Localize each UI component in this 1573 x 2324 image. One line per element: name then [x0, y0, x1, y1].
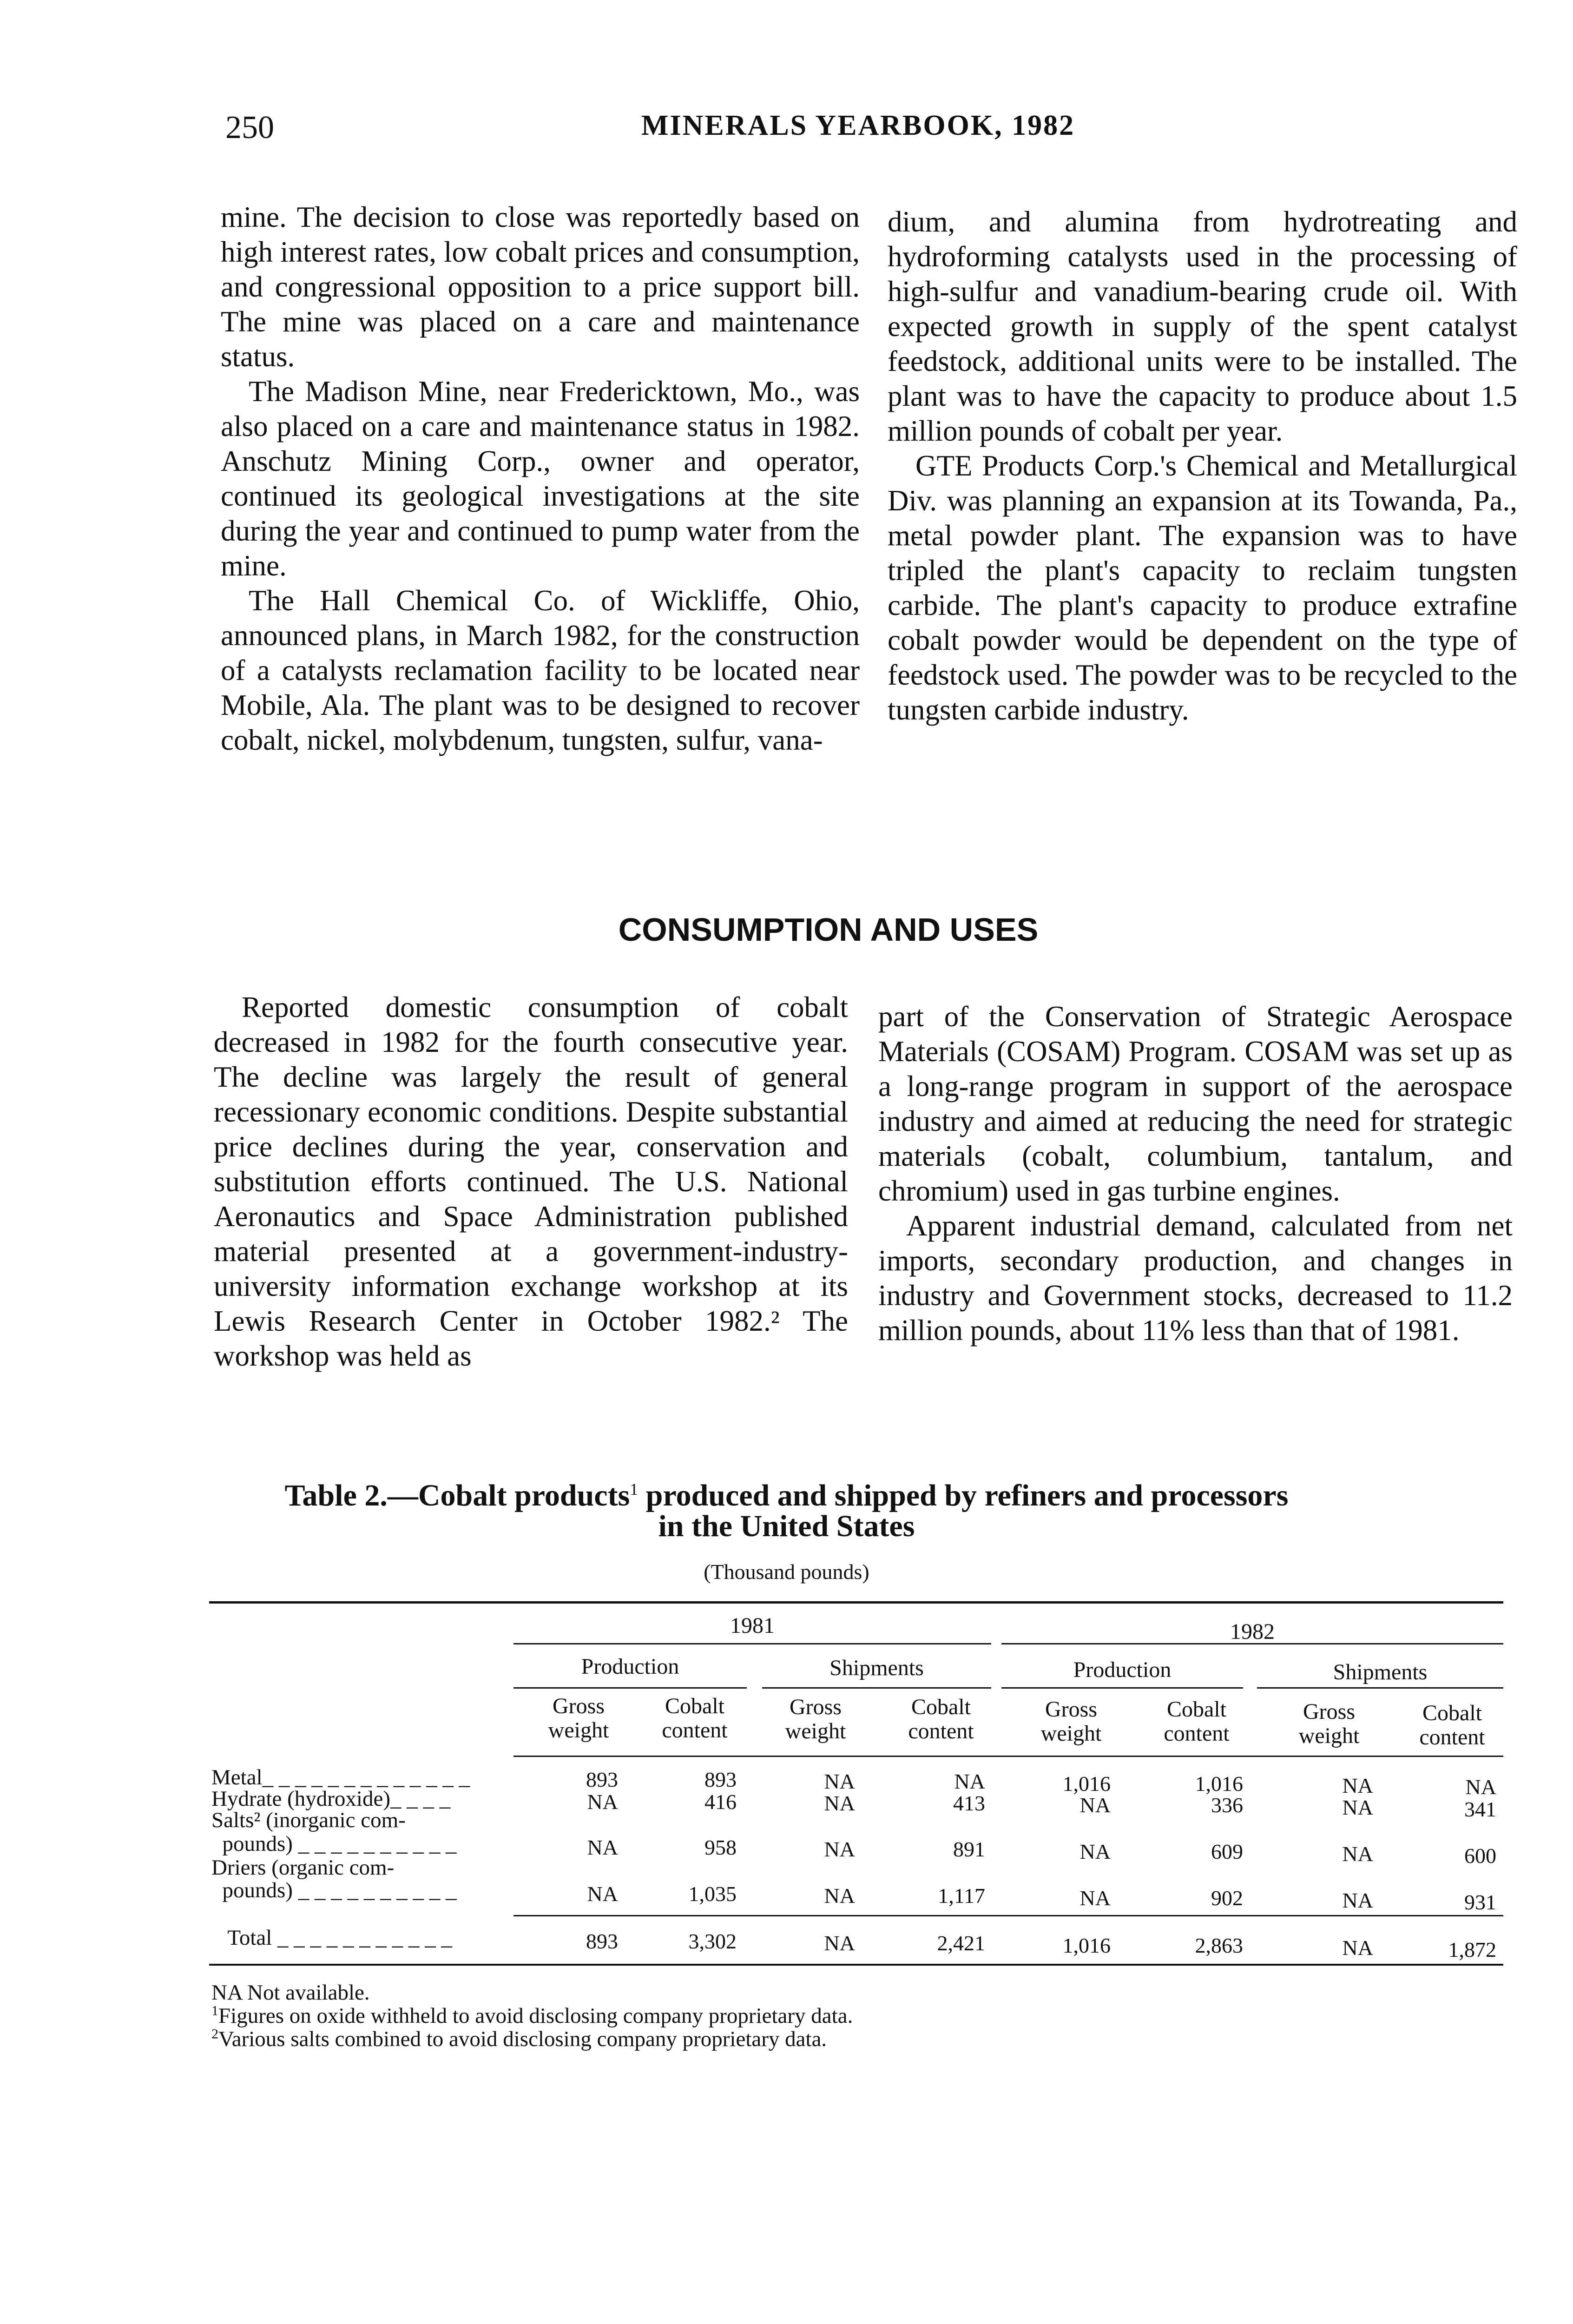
- footnote: $^2$Various salts combined to avoid disclosing company proprietary data.: [211, 2026, 827, 2051]
- table-cell: 416: [704, 1790, 737, 1814]
- text-column-1: [221, 200, 860, 758]
- table-cell: 600: [1464, 1844, 1496, 1868]
- table-cell: 1,117: [938, 1884, 985, 1908]
- year-1981-rule: [513, 1643, 991, 1644]
- group-heading: Production: [1073, 1657, 1172, 1682]
- table-cell: 1,035: [688, 1882, 737, 1906]
- table-cell: NA: [1465, 1775, 1496, 1799]
- paragraph: dium, and alumina from hydrotreating and hydroforming catalysts used in the processing of high-sulfur and vanadium-bearing crude oil. With expected growth in supply of the spent catalyst feedstock, additional units were to be installed. The plant was to have the capacity to produce about 1.5 million pounds of cobalt per year.: [888, 205, 1517, 447]
- table-cell: NA: [954, 1769, 985, 1793]
- row-label-total: Total _ _ _ _ _ _ _ _ _ _ _: [211, 1926, 453, 1950]
- row-label-salts: Salts² (inorganic com-: [211, 1808, 406, 1832]
- header-bottom-rule: [513, 1756, 1503, 1757]
- row-label-salts-cont: pounds) _ _ _ _ _ _ _ _ _ _: [211, 1832, 457, 1856]
- column-heading: Gross weight: [1040, 1697, 1102, 1746]
- column-heading: Cobalt content: [908, 1695, 974, 1743]
- table-cell: 1,016: [1195, 1772, 1243, 1796]
- table-cell: 891: [953, 1837, 985, 1861]
- table-cell-total: 3,302: [688, 1929, 737, 1953]
- page-number: 250: [225, 110, 274, 145]
- table-cell: NA: [824, 1769, 855, 1793]
- column-heading: Gross weight: [785, 1695, 846, 1743]
- text-column-3: [214, 990, 848, 1373]
- group-rule: [513, 1687, 747, 1689]
- table-cell: NA: [1342, 1842, 1373, 1866]
- group-heading: Shipments: [1333, 1660, 1428, 1684]
- table-cell: NA: [824, 1791, 855, 1815]
- table-cell: NA: [587, 1835, 618, 1859]
- table-cell: 893: [586, 1768, 618, 1791]
- group-rule: [1257, 1687, 1503, 1689]
- year-heading: 1981: [730, 1613, 775, 1638]
- row-label-driers-cont: pounds) _ _ _ _ _ _ _ _ _ _: [211, 1878, 457, 1902]
- table-cell: 893: [704, 1768, 737, 1791]
- table-cell-total: 1,872: [1448, 1938, 1496, 1961]
- group-heading: Shipments: [829, 1656, 924, 1680]
- table-cell: 336: [1211, 1793, 1243, 1817]
- section-heading: CONSUMPTION AND USES: [618, 911, 1039, 948]
- table-units: (Thousand pounds): [704, 1560, 869, 1584]
- year-heading: 1982: [1230, 1619, 1275, 1644]
- column-heading: Gross weight: [548, 1694, 609, 1743]
- paragraph: Reported domestic consumption of cobalt decreased in 1982 for the fourth consecutive year. The decline was largely the result of general recessionary economic conditions. Despite substantial price declines during the year, conservation and substitution efforts continued. The U.S. National Aeronautics and Space Administration published material presented at a government-industry-university information exchange workshop at its Lewis Research Center in October 1982.² The workshop was held as: [214, 991, 848, 1372]
- table-cell: NA: [824, 1837, 855, 1861]
- total-rule: [513, 1915, 1503, 1916]
- column-heading: Gross weight: [1298, 1699, 1360, 1748]
- table-title-part2: produced and shipped by refiners and processors: [638, 1479, 1289, 1512]
- table-top-rule: [209, 1601, 1503, 1604]
- group-heading: Production: [581, 1654, 679, 1679]
- table-cell: 341: [1464, 1797, 1496, 1821]
- paragraph: Apparent industrial demand, calculated from net imports, secondary production, and changes in industry and Government stocks, decreased to 11.2 million pounds, about 11% less than that of 1981.: [878, 1209, 1513, 1347]
- group-rule: [762, 1687, 991, 1689]
- paragraph: part of the Conservation of Strategic Aerospace Materials (COSAM) Program. COSAM was set up as a long-range program in support of the aerospace industry and aimed at reducing the need for strategic materials (cobalt, columbium, tantalum, and chromium) used in gas turbine engines.: [878, 1000, 1513, 1207]
- column-heading: Cobalt content: [662, 1694, 728, 1743]
- table-cell-total: 1,016: [1062, 1934, 1111, 1957]
- running-head: MINERALS YEARBOOK, 1982: [641, 110, 1075, 141]
- table-cell-total: NA: [824, 1931, 855, 1955]
- row-label-metal: Metal_ _ _ _ _ _ _ _ _ _ _ _ _: [211, 1765, 470, 1789]
- table-cell: 902: [1211, 1886, 1243, 1910]
- row-label-hydrate: Hydrate (hydroxide)_ _ _ _: [211, 1787, 451, 1811]
- table-cell: NA: [1079, 1840, 1111, 1863]
- table-cell: NA: [587, 1790, 618, 1814]
- group-rule: [1001, 1687, 1243, 1689]
- paragraph: mine. The decision to close was reportedly based on high interest rates, low cobalt prices and consumption, and congressional opposition to a price support bill. The mine was placed on a care and maintenance status.: [221, 201, 860, 373]
- table-cell: NA: [587, 1882, 618, 1906]
- table-cell: NA: [824, 1884, 855, 1908]
- table-cell: 958: [704, 1835, 737, 1859]
- table-cell-total: 2,421: [937, 1931, 985, 1955]
- table-title: [0, 1480, 1573, 1542]
- table-cell: NA: [1079, 1793, 1111, 1817]
- table-bottom-rule: [209, 1964, 1503, 1966]
- paragraph: The Hall Chemical Co. of Wickliffe, Ohio, announced plans, in March 1982, for the construction of a catalysts reclamation facility to be located near Mobile, Ala. The plant was to be designed to recover cobalt, nickel, molybdenum, tungsten, sulfur, vana-: [221, 584, 860, 756]
- table-cell: NA: [1342, 1888, 1373, 1912]
- text-column-4: [878, 999, 1513, 1348]
- column-heading: Cobalt content: [1419, 1701, 1485, 1750]
- table-cell: NA: [1342, 1796, 1373, 1819]
- paragraph: GTE Products Corp.'s Chemical and Metallurgical Div. was planning an expansion at its Towanda, Pa., metal powder plant. The expansion was to have tripled the plant's capacity to reclaim tungsten carbide. The plant's capacity to produce extrafine cobalt powder would be dependent on the type of feedstock used. The powder was to be recycled to the tungsten carbide industry.: [888, 449, 1517, 726]
- column-heading: Cobalt content: [1164, 1697, 1230, 1746]
- footnote: NA Not available.: [211, 1981, 370, 2005]
- table-cell: 931: [1464, 1890, 1496, 1914]
- table-cell: 609: [1211, 1840, 1243, 1863]
- table-cell-total: NA: [1342, 1936, 1373, 1960]
- table-cell: 1,016: [1062, 1772, 1111, 1796]
- table-cell: NA: [1342, 1774, 1373, 1797]
- footnote-ref: 1: [630, 1480, 638, 1499]
- table-title-part1: Table 2.—Cobalt products: [284, 1479, 630, 1512]
- table-footnotes: [211, 1981, 853, 2051]
- text-column-2: [888, 205, 1517, 727]
- row-label-driers: Driers (organic com-: [211, 1855, 395, 1880]
- table-cell: 413: [953, 1791, 985, 1815]
- table-cell-total: 893: [586, 1929, 618, 1953]
- table-cell: NA: [1079, 1886, 1111, 1910]
- paragraph: The Madison Mine, near Fredericktown, Mo., was also placed on a care and maintenance status in 1982. Anschutz Mining Corp., owner and operator, continued its geological investigations at the site during the year and continued to pump water from the mine.: [221, 375, 860, 582]
- footnote: $^1$Figures on oxide withheld to avoid disclosing company proprietary data.: [211, 2003, 853, 2028]
- table-cell-total: 2,863: [1195, 1934, 1243, 1957]
- table-title-line2: in the United States: [658, 1509, 915, 1543]
